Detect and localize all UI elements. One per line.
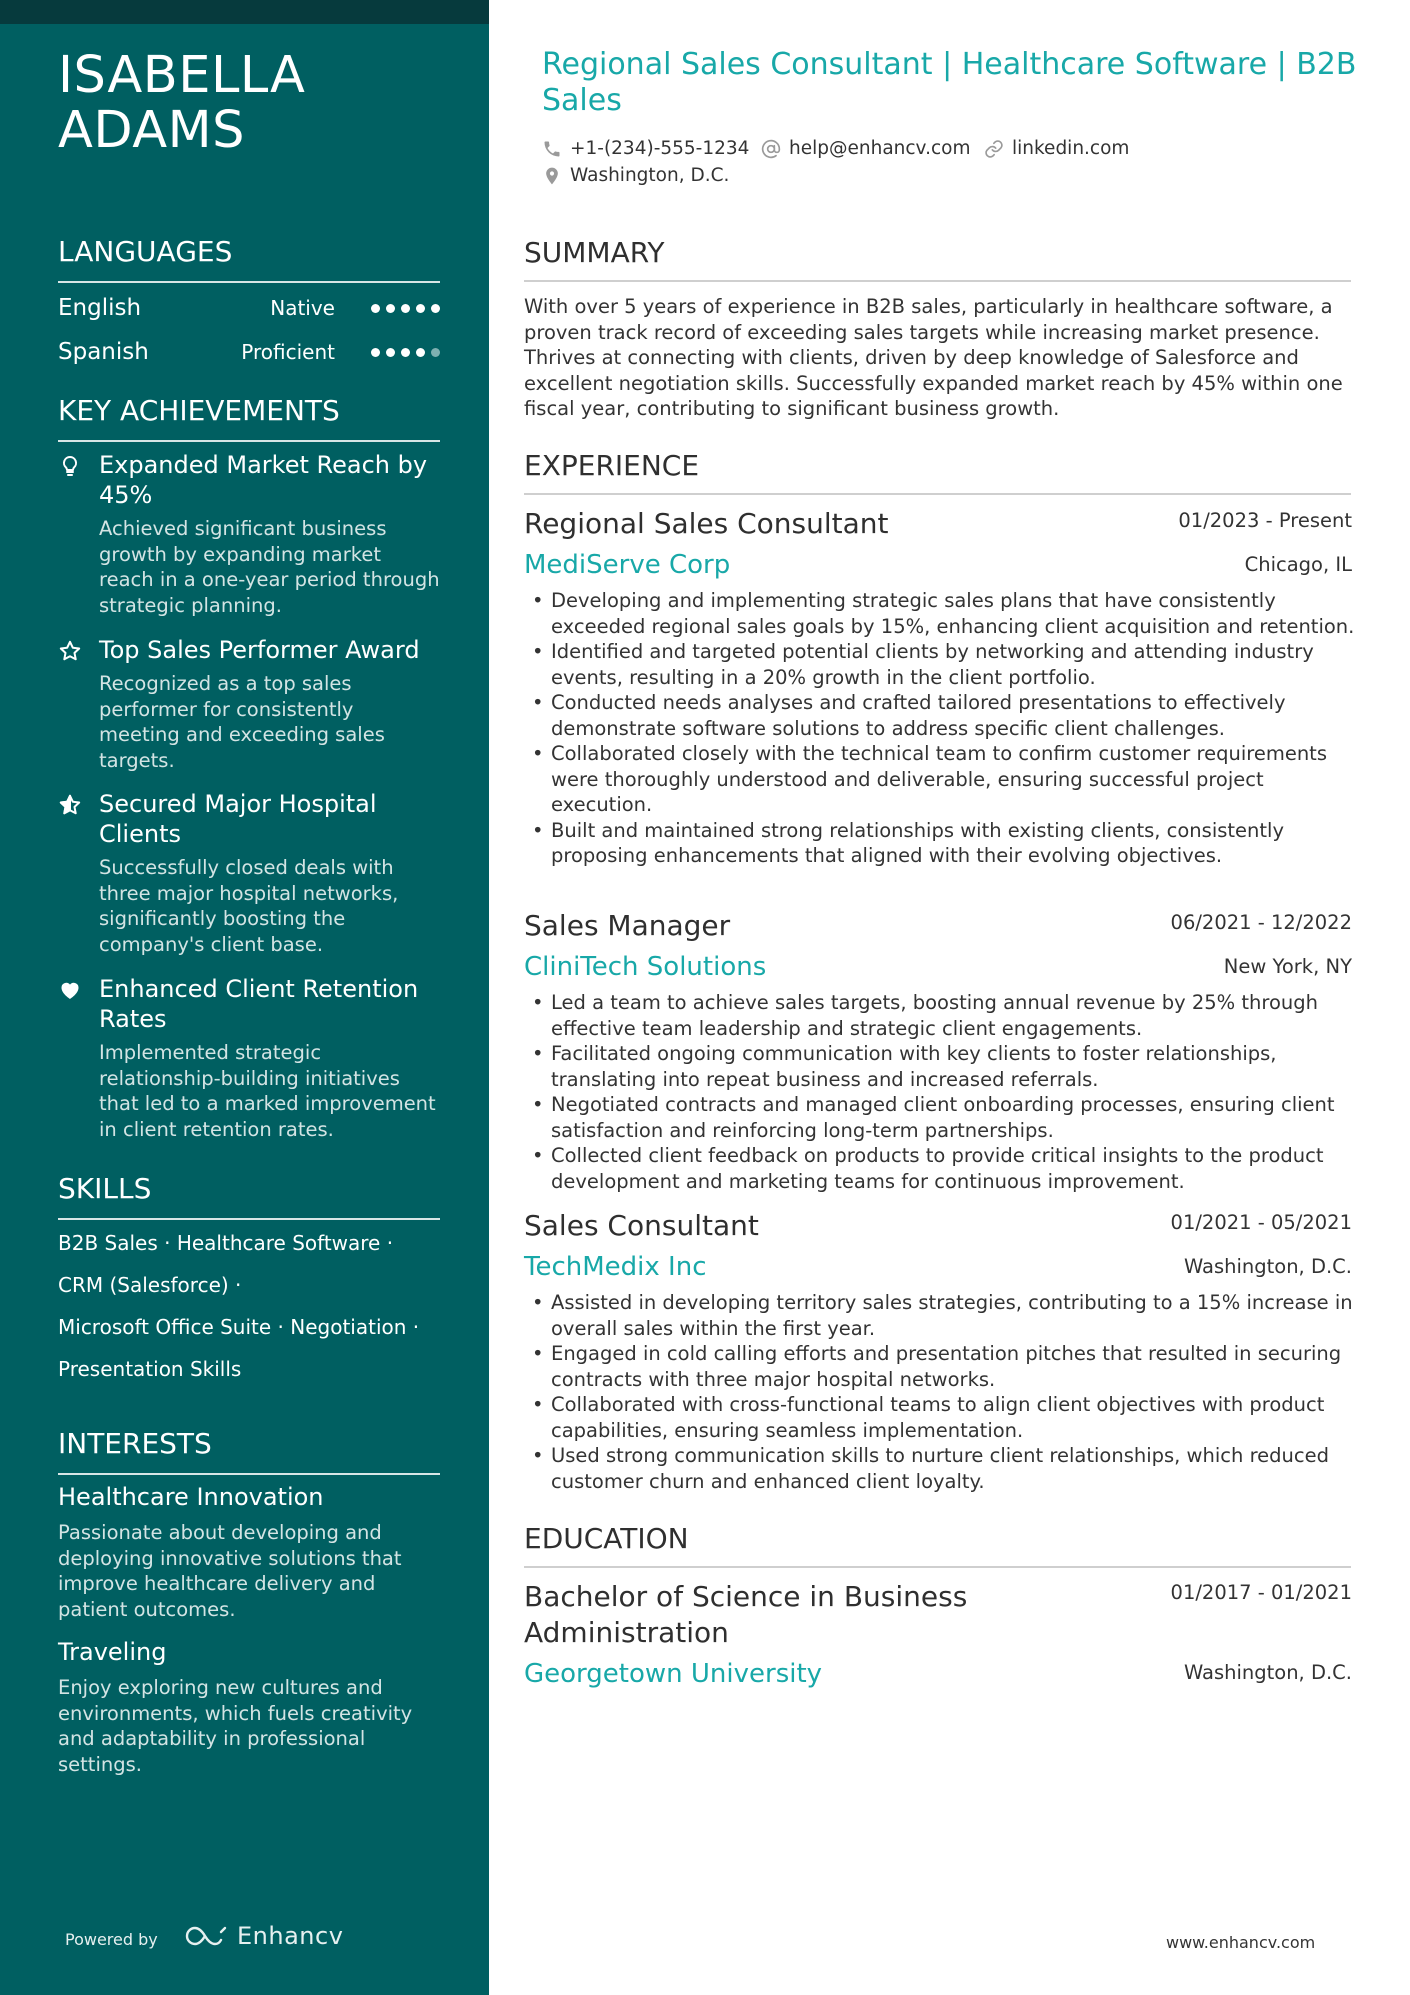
heart-icon — [58, 978, 82, 1002]
language-name: Spanish — [58, 339, 149, 365]
at-icon — [761, 139, 781, 159]
bullet-item: • Developing and implementing strategic sales plans that have consistently exceeded regional sales goals by 15%, enhancing client acquisition and retention. — [524, 588, 1356, 639]
job-location: Chicago, IL — [1244, 553, 1352, 576]
education-degree: Bachelor of Science in Business Administration — [524, 1580, 968, 1649]
language-rating — [371, 304, 440, 314]
location-pin-icon — [542, 166, 562, 186]
skill-line: B2B Sales · Healthcare Software · — [58, 1231, 394, 1255]
bullet-item: • Collected client feedback on products to provide critical insights to the product development and marketing teams for continuous improvement. — [524, 1143, 1356, 1194]
link-icon — [984, 139, 1004, 159]
last-name: ADAMS — [58, 101, 246, 160]
job-location: New York, NY — [1223, 955, 1352, 978]
education-location: Washington, D.C. — [1183, 1661, 1352, 1684]
job-dates: 06/2021 - 12/2022 — [1170, 911, 1352, 934]
star-outline-icon — [58, 639, 82, 663]
candidate-name — [58, 48, 458, 158]
bullet-item: • Engaged in cold calling efforts and presentation pitches that resulted in securing contracts with three major hospital networks. — [524, 1341, 1356, 1392]
rating-dot — [431, 304, 440, 313]
bullet-item: • Collaborated closely with the technical team to confirm customer requirements were thoroughly understood and deliverable, ensuring successful project execution. — [524, 741, 1356, 818]
achievement-title: Secured Major Hospital Clients — [99, 790, 377, 848]
languages-heading: LANGUAGES — [58, 235, 440, 283]
footer-url[interactable]: www.enhancv.com — [1166, 1933, 1316, 1952]
rating-dot — [386, 348, 395, 357]
language-level: Proficient — [241, 340, 335, 364]
enhancv-logo[interactable] — [183, 1922, 343, 1950]
bullet-item: • Used strong communication skills to nurture client relationships, which reduced customer churn and enhanced client loyalty. — [524, 1443, 1356, 1494]
contact-location — [542, 164, 729, 188]
interest-title: Traveling — [58, 1638, 167, 1666]
language-rating — [371, 348, 440, 358]
language-row — [58, 292, 440, 324]
skill-line: CRM (Salesforce) · — [58, 1273, 242, 1297]
contact-link[interactable] — [984, 137, 1129, 161]
contact-email[interactable] — [761, 137, 970, 161]
sidebar-top-bar — [0, 0, 489, 24]
achievement-title: Top Sales Performer Award — [99, 636, 420, 664]
skills-heading: SKILLS — [58, 1172, 440, 1220]
achievements-heading: KEY ACHIEVEMENTS — [58, 394, 440, 442]
experience-heading: EXPERIENCE — [524, 449, 1351, 495]
location-text: Washington, D.C. — [570, 165, 730, 186]
achievement-item — [58, 450, 440, 618]
job-title: Sales Manager — [524, 909, 731, 942]
education-dates: 01/2017 - 01/2021 — [1170, 1581, 1352, 1604]
achievement-item — [58, 789, 440, 957]
contact-phone[interactable] — [542, 137, 749, 161]
bullet-item: • Assisted in developing territory sales strategies, contributing to a 15% increase in overall sales within the first year. — [524, 1290, 1356, 1341]
summary-text: With over 5 years of experience in B2B sales, particularly in healthcare software, a proven track record of exceeding sales targets while increasing market presence. Thrives at connecting with clients, driven by deep knowledge of Salesforce and excellent negotiation skills. Successfully expanded market reach by 45% within one fiscal year, contributing to significant business growth. — [524, 295, 1343, 420]
bullet-item: • Identified and targeted potential clients by networking and attending industry events, resulting in a 20% growth in the client portfolio. — [524, 639, 1356, 690]
rating-dot — [386, 304, 395, 313]
education-school: Georgetown University — [524, 1659, 823, 1689]
bullet-item: • Facilitated ongoing communication with key clients to foster relationships, translating into repeat business and increased referrals. — [524, 1041, 1356, 1092]
language-level: Native — [270, 296, 335, 320]
job-title: Regional Sales Consultant — [524, 507, 889, 540]
education-heading: EDUCATION — [524, 1522, 1351, 1568]
enhancv-logo-icon — [183, 1924, 229, 1948]
rating-dot — [416, 348, 425, 357]
lightbulb-icon — [58, 454, 82, 478]
interest-item — [58, 1637, 448, 1777]
job-dates: 01/2021 - 05/2021 — [1170, 1211, 1352, 1234]
rating-dot — [401, 348, 410, 357]
summary-heading: SUMMARY — [524, 236, 1351, 282]
interest-item — [58, 1482, 448, 1622]
rating-dot — [371, 304, 380, 313]
bullet-item: • Negotiated contracts and managed client onboarding processes, ensuring client satisfaction and reinforcing long-term partnerships. — [524, 1092, 1356, 1143]
language-row — [58, 336, 440, 368]
skill-line: Presentation Skills — [58, 1357, 242, 1381]
job-company: CliniTech Solutions — [524, 952, 767, 982]
phone-icon — [542, 139, 562, 159]
bullet-item: • Collaborated with cross-functional teams to align client objectives with product capabilities, ensuring seamless implementation. — [524, 1392, 1356, 1443]
skill-line: Microsoft Office Suite · Negotiation · — [58, 1315, 420, 1339]
achievement-description: Implemented strategic relationship-building initiatives that led to a marked improvement in client retention rates. — [99, 1041, 436, 1141]
email-text: help@enhancv.com — [789, 138, 971, 159]
interest-title: Healthcare Innovation — [58, 1483, 324, 1511]
achievement-description: Achieved significant business growth by expanding market reach in a one-year period through strategic planning. — [99, 517, 440, 617]
rating-dot — [371, 348, 380, 357]
bullet-item: • Conducted needs analyses and crafted tailored presentations to effectively demonstrate software solutions to address specific client challenges. — [524, 690, 1356, 741]
interest-description: Passionate about developing and deploying innovative solutions that improve healthcare delivery and patient outcomes. — [58, 1521, 402, 1621]
job-bullets — [524, 1290, 1356, 1494]
achievement-item — [58, 635, 440, 773]
enhancv-brand: Enhancv — [237, 1922, 344, 1950]
achievement-item — [58, 974, 440, 1142]
achievement-description: Recognized as a top sales performer for consistently meeting and exceeding sales targets. — [99, 672, 385, 772]
achievement-description: Successfully closed deals with three major hospital networks, significantly boosting the company's client base. — [99, 856, 399, 956]
job-title: Sales Consultant — [524, 1209, 759, 1242]
sidebar — [0, 0, 489, 1995]
job-company: MediServe Corp — [524, 550, 731, 580]
phone-text: +1-(234)-555-1234 — [570, 138, 750, 159]
achievement-title: Expanded Market Reach by 45% — [99, 451, 428, 509]
job-dates: 01/2023 - Present — [1178, 509, 1352, 532]
job-bullets — [524, 588, 1356, 869]
powered-by-label: Powered by — [65, 1930, 158, 1949]
language-name: English — [58, 295, 142, 321]
job-location: Washington, D.C. — [1183, 1255, 1352, 1278]
interest-description: Enjoy exploring new cultures and environments, which fuels creativity and adaptability in professional settings. — [58, 1676, 413, 1776]
skills-list — [58, 1222, 448, 1390]
achievement-title: Enhanced Client Retention Rates — [99, 975, 419, 1033]
rating-dot — [431, 348, 440, 357]
rating-dot — [401, 304, 410, 313]
link-text: linkedin.com — [1012, 138, 1130, 159]
bullet-item: • Led a team to achieve sales targets, boosting annual revenue by 25% through effective team leadership and strategic client engagements. — [524, 990, 1356, 1041]
job-company: TechMedix Inc — [524, 1252, 707, 1282]
rating-dot — [416, 304, 425, 313]
star-half-icon — [58, 793, 82, 817]
bullet-item: • Built and maintained strong relationships with existing clients, consistently proposing enhancements that aligned with their evolving objectives. — [524, 818, 1356, 869]
interests-heading: INTERESTS — [58, 1427, 440, 1475]
first-name: ISABELLA — [58, 46, 306, 105]
headline-title: Regional Sales Consultant | Healthcare Software | B2B Sales — [542, 47, 1357, 118]
job-bullets — [524, 990, 1356, 1194]
